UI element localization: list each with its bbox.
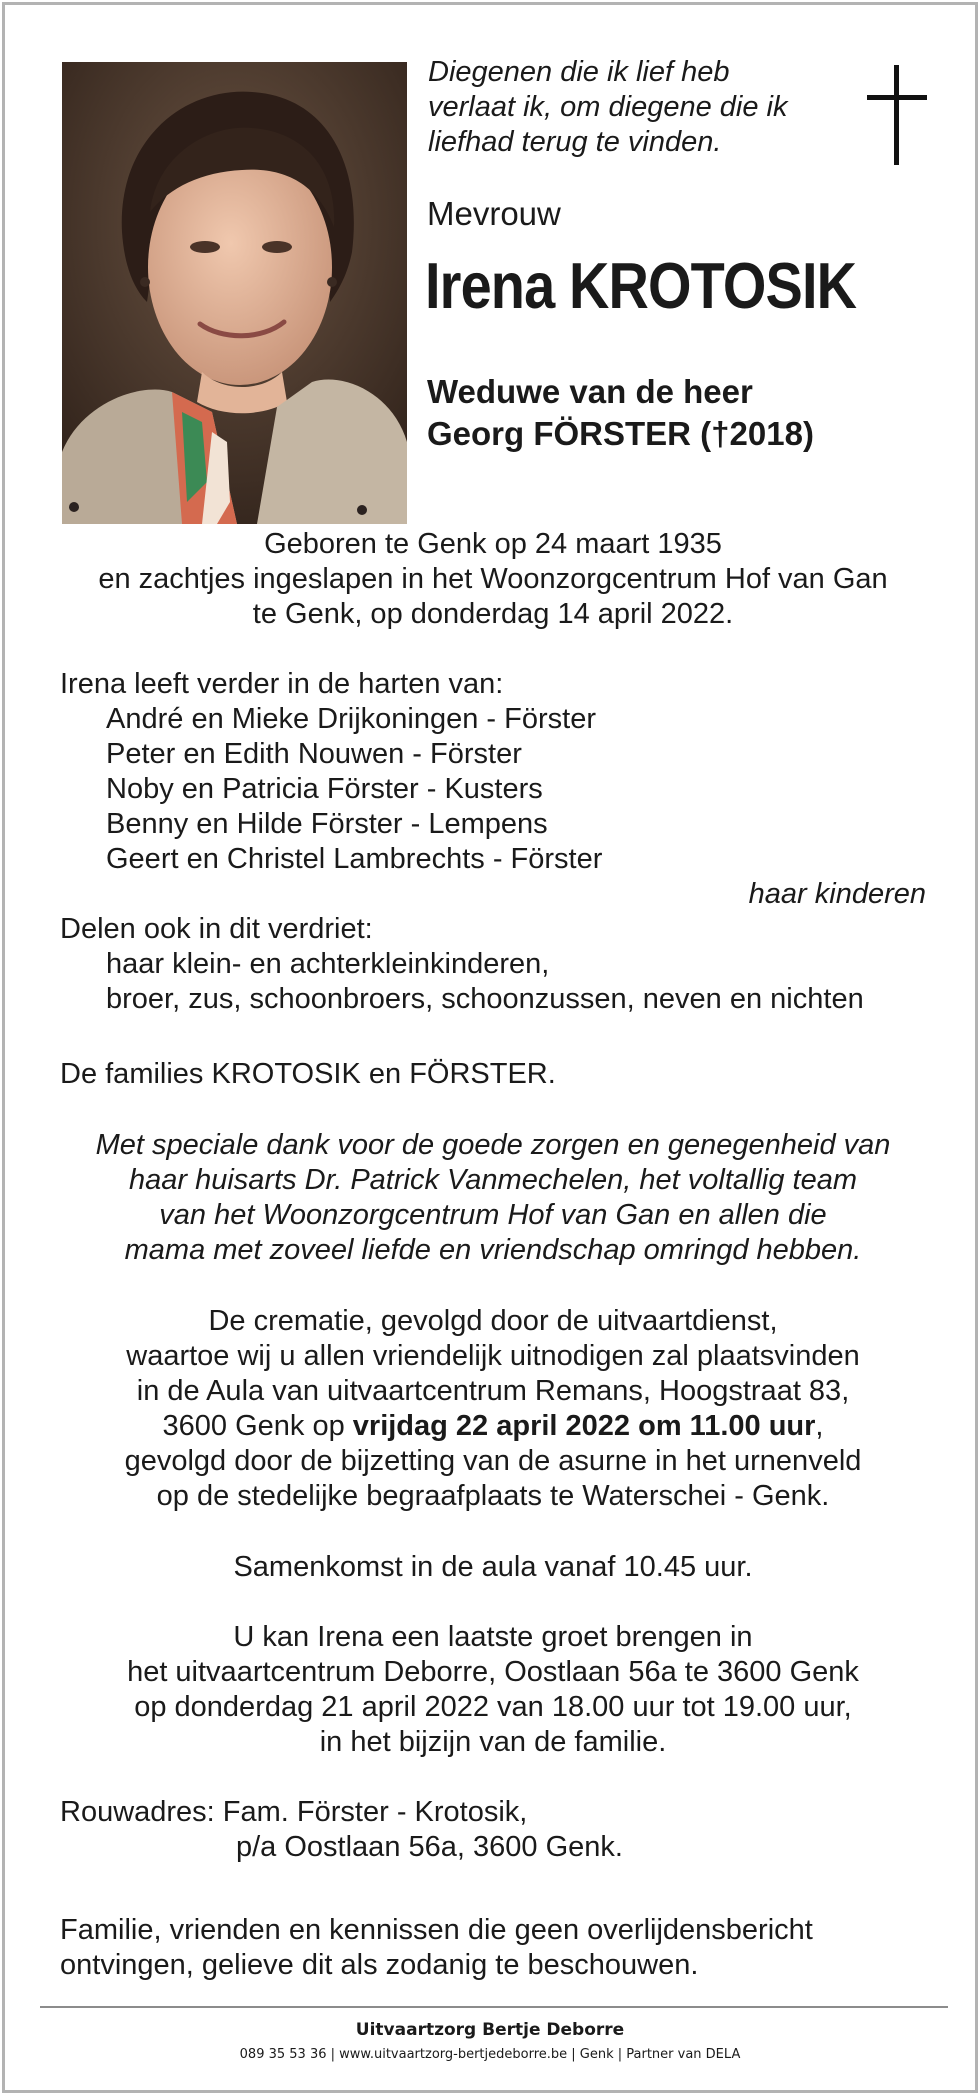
deceased-name: Irena KROTOSIK [425, 249, 857, 322]
child-entry: André en Mieke Drijkoningen - Förster [106, 703, 596, 735]
gathering-info: Samenkomst in de aula vanaf 10.45 uur. [233, 1551, 753, 1583]
portrait-image [62, 62, 407, 524]
sharing-intro: Delen ook in dit verdriet: [60, 913, 373, 945]
thanks-line: Met speciale dank voor de goede zorgen en genegenheid van [95, 1129, 891, 1161]
obituary-card [2, 2, 978, 2093]
ceremony-line: waartoe wij u allen vriendelijk uitnodigen zal plaatsvinden [126, 1340, 860, 1372]
address-line-2: p/a Oostlaan 56a, 3600 Genk. [236, 1831, 623, 1863]
address-line-1: Rouwadres: Fam. Förster - Krotosik, [60, 1796, 528, 1828]
spouse-line-2: Georg FÖRSTER (†2018) [427, 415, 814, 452]
families: De families KROTOSIK en FÖRSTER. [60, 1058, 556, 1090]
ceremony-prefix: 3600 Genk op [162, 1410, 353, 1442]
quote [428, 55, 848, 160]
survivors-intro: Irena leeft verder in de harten van: [60, 668, 504, 700]
cross-icon [867, 65, 927, 165]
child-entry: Noby en Patricia Förster - Kusters [106, 773, 543, 805]
visit-line: op donderdag 21 april 2022 van 18.00 uur tot 19.00 uur, [134, 1691, 852, 1723]
child-entry: Geert en Christel Lambrechts - Förster [106, 843, 603, 875]
mourning-address [60, 1795, 926, 1865]
spouse-line-1: Weduwe van de heer [427, 373, 753, 410]
visit-line: U kan Irena een laatste groet brengen in [233, 1621, 753, 1653]
visit-section [60, 1620, 926, 1760]
birth-death-line: en zachtjes ingeslapen in het Woonzorgcentrum Hof van Gan [98, 563, 888, 595]
portrait-photo [62, 62, 407, 524]
quote-line: verlaat ik, om diegene die ik [428, 91, 788, 123]
notice-line-2: ontvingen, gelieve dit als zodanig te beschouwen. [60, 1949, 699, 1981]
children-label: haar kinderen [748, 878, 926, 910]
spouse-info [427, 371, 814, 455]
ceremony-line: gevolgd door de bijzetting van de asurne in het urnenveld [124, 1445, 862, 1477]
quote-line: liefhad terug te vinden. [428, 126, 722, 158]
visit-line: in het bijzijn van de familie. [319, 1726, 667, 1758]
thanks-line: mama met zoveel liefde en vriendschap omringd hebben. [124, 1234, 862, 1266]
ceremony-line: in de Aula van uitvaartcentrum Remans, Hoogstraat 83, [136, 1375, 850, 1407]
birth-death-line: te Genk, op donderdag 14 april 2022. [252, 598, 734, 630]
ceremony-section [60, 1304, 926, 1514]
ceremony-suffix: , [815, 1410, 824, 1442]
ceremony-line: De crematie, gevolgd door de uitvaartdienst, [208, 1305, 778, 1337]
visit-line: het uitvaartcentrum Deborre, Oostlaan 56a te 3600 Genk [127, 1656, 859, 1688]
birth-death-line: Geboren te Genk op 24 maart 1935 [264, 528, 722, 560]
sharing-entry: broer, zus, schoonbroers, schoonzussen, neven en nichten [106, 983, 864, 1015]
thanks-section [60, 1128, 926, 1268]
funeral-home-name: Uitvaartzorg Bertje Deborre [355, 2020, 625, 2040]
sharing-entry: haar klein- en achterkleinkinderen, [106, 948, 550, 980]
ceremony-datetime: vrijdag 22 april 2022 om 11.00 uur [352, 1410, 816, 1442]
notice-section [60, 1913, 926, 1983]
salutation: Mevrouw [427, 195, 561, 232]
ceremony-line-datetime [60, 1409, 926, 1444]
child-entry: Benny en Hilde Förster - Lempens [106, 808, 548, 840]
funeral-home-contact: 089 35 53 36 | www.uitvaartzorg-bertjedeborre.be | Genk | Partner van DELA [239, 2047, 741, 2062]
footer-divider [40, 2006, 948, 2008]
notice-line-1: Familie, vrienden en kennissen die geen overlijdensbericht [60, 1914, 813, 1946]
survivors-section [60, 667, 926, 1017]
child-entry: Peter en Edith Nouwen - Förster [106, 738, 522, 770]
ceremony-line: op de stedelijke begraafplaats te Waterschei - Genk. [156, 1480, 830, 1512]
thanks-line: van het Woonzorgcentrum Hof van Gan en allen die [159, 1199, 827, 1231]
birth-death-info [60, 527, 926, 632]
quote-line: Diegenen die ik lief heb [428, 56, 730, 88]
thanks-line: haar huisarts Dr. Patrick Vanmechelen, het voltallig team [128, 1164, 858, 1196]
